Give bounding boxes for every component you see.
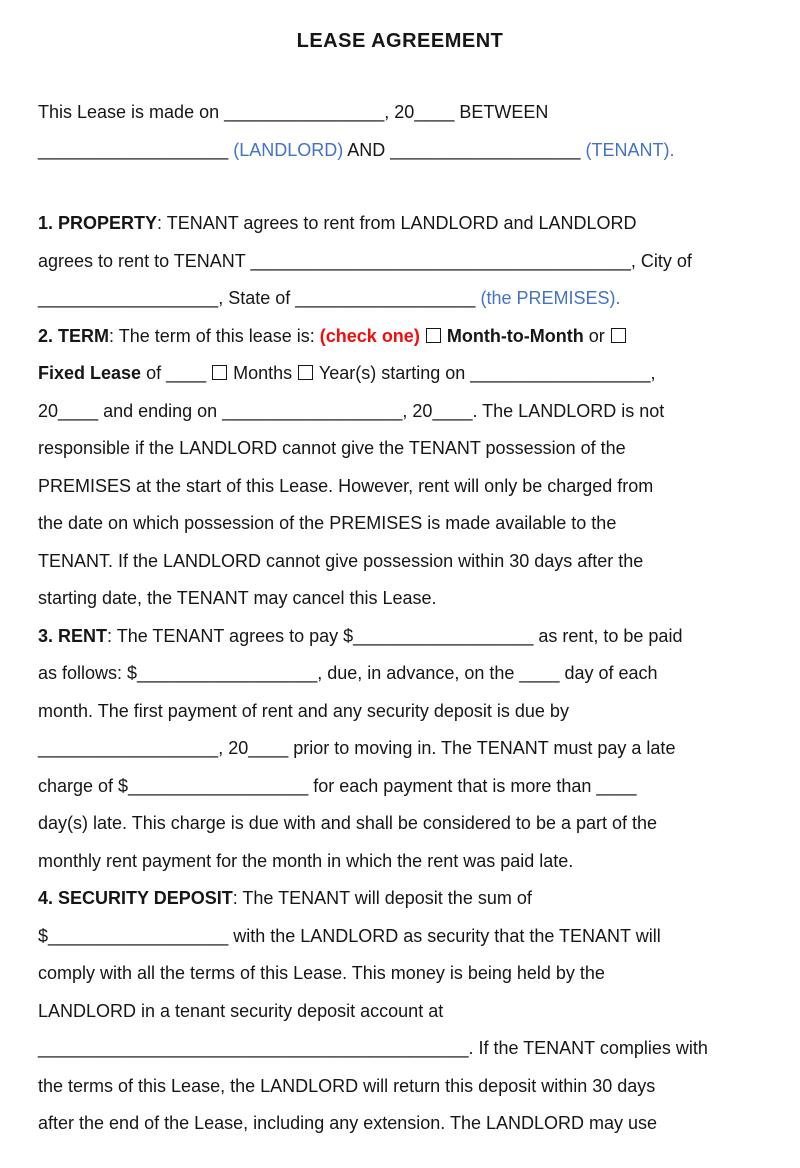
- blank-field[interactable]: ____: [519, 663, 560, 683]
- document-line: [38, 768, 762, 806]
- document-line: [38, 94, 762, 132]
- text-segment: 1. PROPERTY: [38, 213, 158, 233]
- blank-field[interactable]: ____: [414, 102, 455, 122]
- document-line: [38, 993, 762, 1031]
- document-line: [38, 205, 762, 243]
- checkbox-icon[interactable]: [426, 328, 441, 343]
- text-segment: starting date, the TENANT may cancel this Lease.: [38, 588, 437, 608]
- text-segment: day of each: [559, 663, 658, 683]
- document-line: [38, 243, 762, 281]
- text-segment: LANDLORD in a tenant security deposit account at: [38, 1000, 444, 1021]
- document-line: [38, 955, 762, 993]
- checkbox-icon[interactable]: [298, 365, 313, 380]
- text-segment: ,: [650, 363, 656, 383]
- text-segment: $: [38, 925, 49, 946]
- text-segment: 20: [38, 400, 59, 421]
- document-title: LEASE AGREEMENT: [296, 30, 504, 52]
- paragraph-intro: [38, 94, 762, 169]
- document-line: [38, 580, 762, 618]
- text-segment: (LANDLORD): [233, 139, 344, 160]
- text-segment: PREMISES at the start of this Lease. However, rent will only be charged from: [38, 475, 654, 496]
- document-line: [38, 430, 762, 468]
- document-line: [38, 730, 762, 768]
- text-segment: [420, 326, 425, 346]
- document-line: [38, 693, 762, 731]
- text-segment: : The term of this lease is:: [109, 325, 320, 346]
- text-segment: , City of: [630, 250, 692, 271]
- document-line: [38, 1068, 762, 1106]
- text-segment: BETWEEN: [454, 102, 549, 122]
- document-line: [38, 1105, 762, 1143]
- text-segment: month. The first payment of rent and any security deposit is due by: [38, 700, 569, 721]
- checkbox-icon[interactable]: [611, 328, 626, 343]
- text-segment: the terms of this Lease, the LANDLORD will return this deposit within 30 days: [38, 1075, 656, 1096]
- blank-field[interactable]: __________________: [38, 738, 219, 758]
- text-segment: prior to moving in. The TENANT must pay a late: [288, 738, 676, 758]
- text-segment: day(s) late. This charge is due with and shall be considered to be a part of the: [38, 813, 658, 833]
- text-segment: : TENANT agrees to rent from LANDLORD and LANDLORD: [157, 213, 637, 233]
- text-segment: (the PREMISES).: [480, 288, 621, 308]
- text-segment: as rent, to be paid: [533, 625, 683, 646]
- document-line: [38, 918, 762, 956]
- blank-field[interactable]: __________________: [353, 625, 534, 646]
- text-segment: Year(s) starting on: [314, 363, 471, 383]
- text-segment: 4. SECURITY DEPOSIT: [38, 888, 233, 908]
- text-segment: [206, 363, 211, 383]
- blank-field[interactable]: ___________________________________________: [38, 1038, 469, 1058]
- text-segment: , due, in advance, on the: [317, 663, 520, 683]
- text-segment: Months: [228, 363, 298, 383]
- text-segment: TENANT. If the LANDLORD cannot give possession within 30 days after the: [38, 550, 644, 571]
- blank-field[interactable]: ___________________: [38, 139, 229, 160]
- blank-field[interactable]: __________________: [470, 363, 651, 383]
- document-line: [38, 843, 762, 881]
- paragraph-security-deposit: [38, 880, 762, 1143]
- blank-field[interactable]: __________________: [137, 663, 318, 683]
- text-segment: after the end of the Lease, including any extension. The LANDLORD may use: [38, 1113, 658, 1133]
- text-segment: , 20: [402, 400, 433, 421]
- blank-field[interactable]: ____: [432, 400, 473, 421]
- text-segment: for each payment that is more than: [308, 775, 597, 796]
- document-line: [38, 393, 762, 431]
- paragraph-rent: [38, 618, 762, 881]
- document-line: [38, 805, 762, 843]
- text-segment: . If the TENANT complies with: [468, 1038, 708, 1058]
- paragraph-property: [38, 205, 762, 318]
- text-segment: comply with all the terms of this Lease. This money is being held by the: [38, 963, 605, 983]
- text-segment: or: [583, 325, 610, 346]
- document-line: [38, 655, 762, 693]
- blank-field[interactable]: __________________: [38, 288, 219, 308]
- text-segment: the date on which possession of the PREMISES is made available to the: [38, 513, 617, 533]
- text-segment: responsible if the LANDLORD cannot give the TENANT possession of the: [38, 438, 626, 458]
- document-line: [38, 132, 762, 170]
- document-body: [38, 94, 762, 1143]
- text-segment: and ending on: [98, 400, 223, 421]
- blank-field[interactable]: ______________________________________: [250, 250, 631, 271]
- text-segment: of: [141, 363, 167, 383]
- checkbox-icon[interactable]: [212, 365, 227, 380]
- document-line: [38, 880, 762, 918]
- document-line: [38, 280, 762, 318]
- blank-field[interactable]: ________________: [224, 102, 385, 122]
- blank-field[interactable]: ____: [166, 363, 207, 383]
- text-segment: Month-to-Month: [446, 325, 584, 346]
- text-segment: as follows: $: [38, 663, 138, 683]
- paragraph-term: [38, 318, 762, 618]
- blank-field[interactable]: __________________: [48, 925, 229, 946]
- text-segment: Fixed Lease: [38, 363, 142, 383]
- text-segment: : The TENANT agrees to pay $: [107, 625, 354, 646]
- blank-field[interactable]: ____: [248, 738, 289, 758]
- text-segment: , 20: [384, 102, 415, 122]
- blank-field[interactable]: __________________: [295, 288, 476, 308]
- text-segment: , State of: [218, 288, 296, 308]
- text-segment: This Lease is made on: [38, 102, 225, 122]
- text-segment: , 20: [218, 738, 249, 758]
- document-line: [38, 505, 762, 543]
- text-segment: agrees to rent to TENANT: [38, 250, 251, 271]
- text-segment: with the LANDLORD as security that the TENANT will: [228, 925, 661, 946]
- text-segment: : The TENANT will deposit the sum of: [232, 888, 532, 908]
- document-line: [38, 543, 762, 581]
- blank-field[interactable]: __________________: [222, 400, 403, 421]
- text-segment: . The LANDLORD is not: [472, 400, 665, 421]
- text-segment: monthly rent payment for the month in which the rent was paid late.: [38, 850, 574, 871]
- text-segment: (TENANT).: [585, 139, 675, 160]
- document-line: [38, 468, 762, 506]
- blank-field[interactable]: ___________________: [390, 139, 581, 160]
- document-line: [38, 355, 762, 393]
- blank-field[interactable]: __________________: [128, 775, 309, 796]
- document-line: [38, 1030, 762, 1068]
- text-segment: AND: [343, 139, 391, 160]
- blank-field[interactable]: ____: [596, 775, 637, 796]
- text-segment: charge of $: [38, 775, 129, 796]
- text-segment: 2. TERM: [38, 325, 110, 346]
- document-line: [38, 618, 762, 656]
- text-segment: (check one): [319, 325, 420, 346]
- document-line: [38, 318, 762, 356]
- blank-field[interactable]: ____: [58, 400, 99, 421]
- text-segment: 3. RENT: [38, 625, 108, 646]
